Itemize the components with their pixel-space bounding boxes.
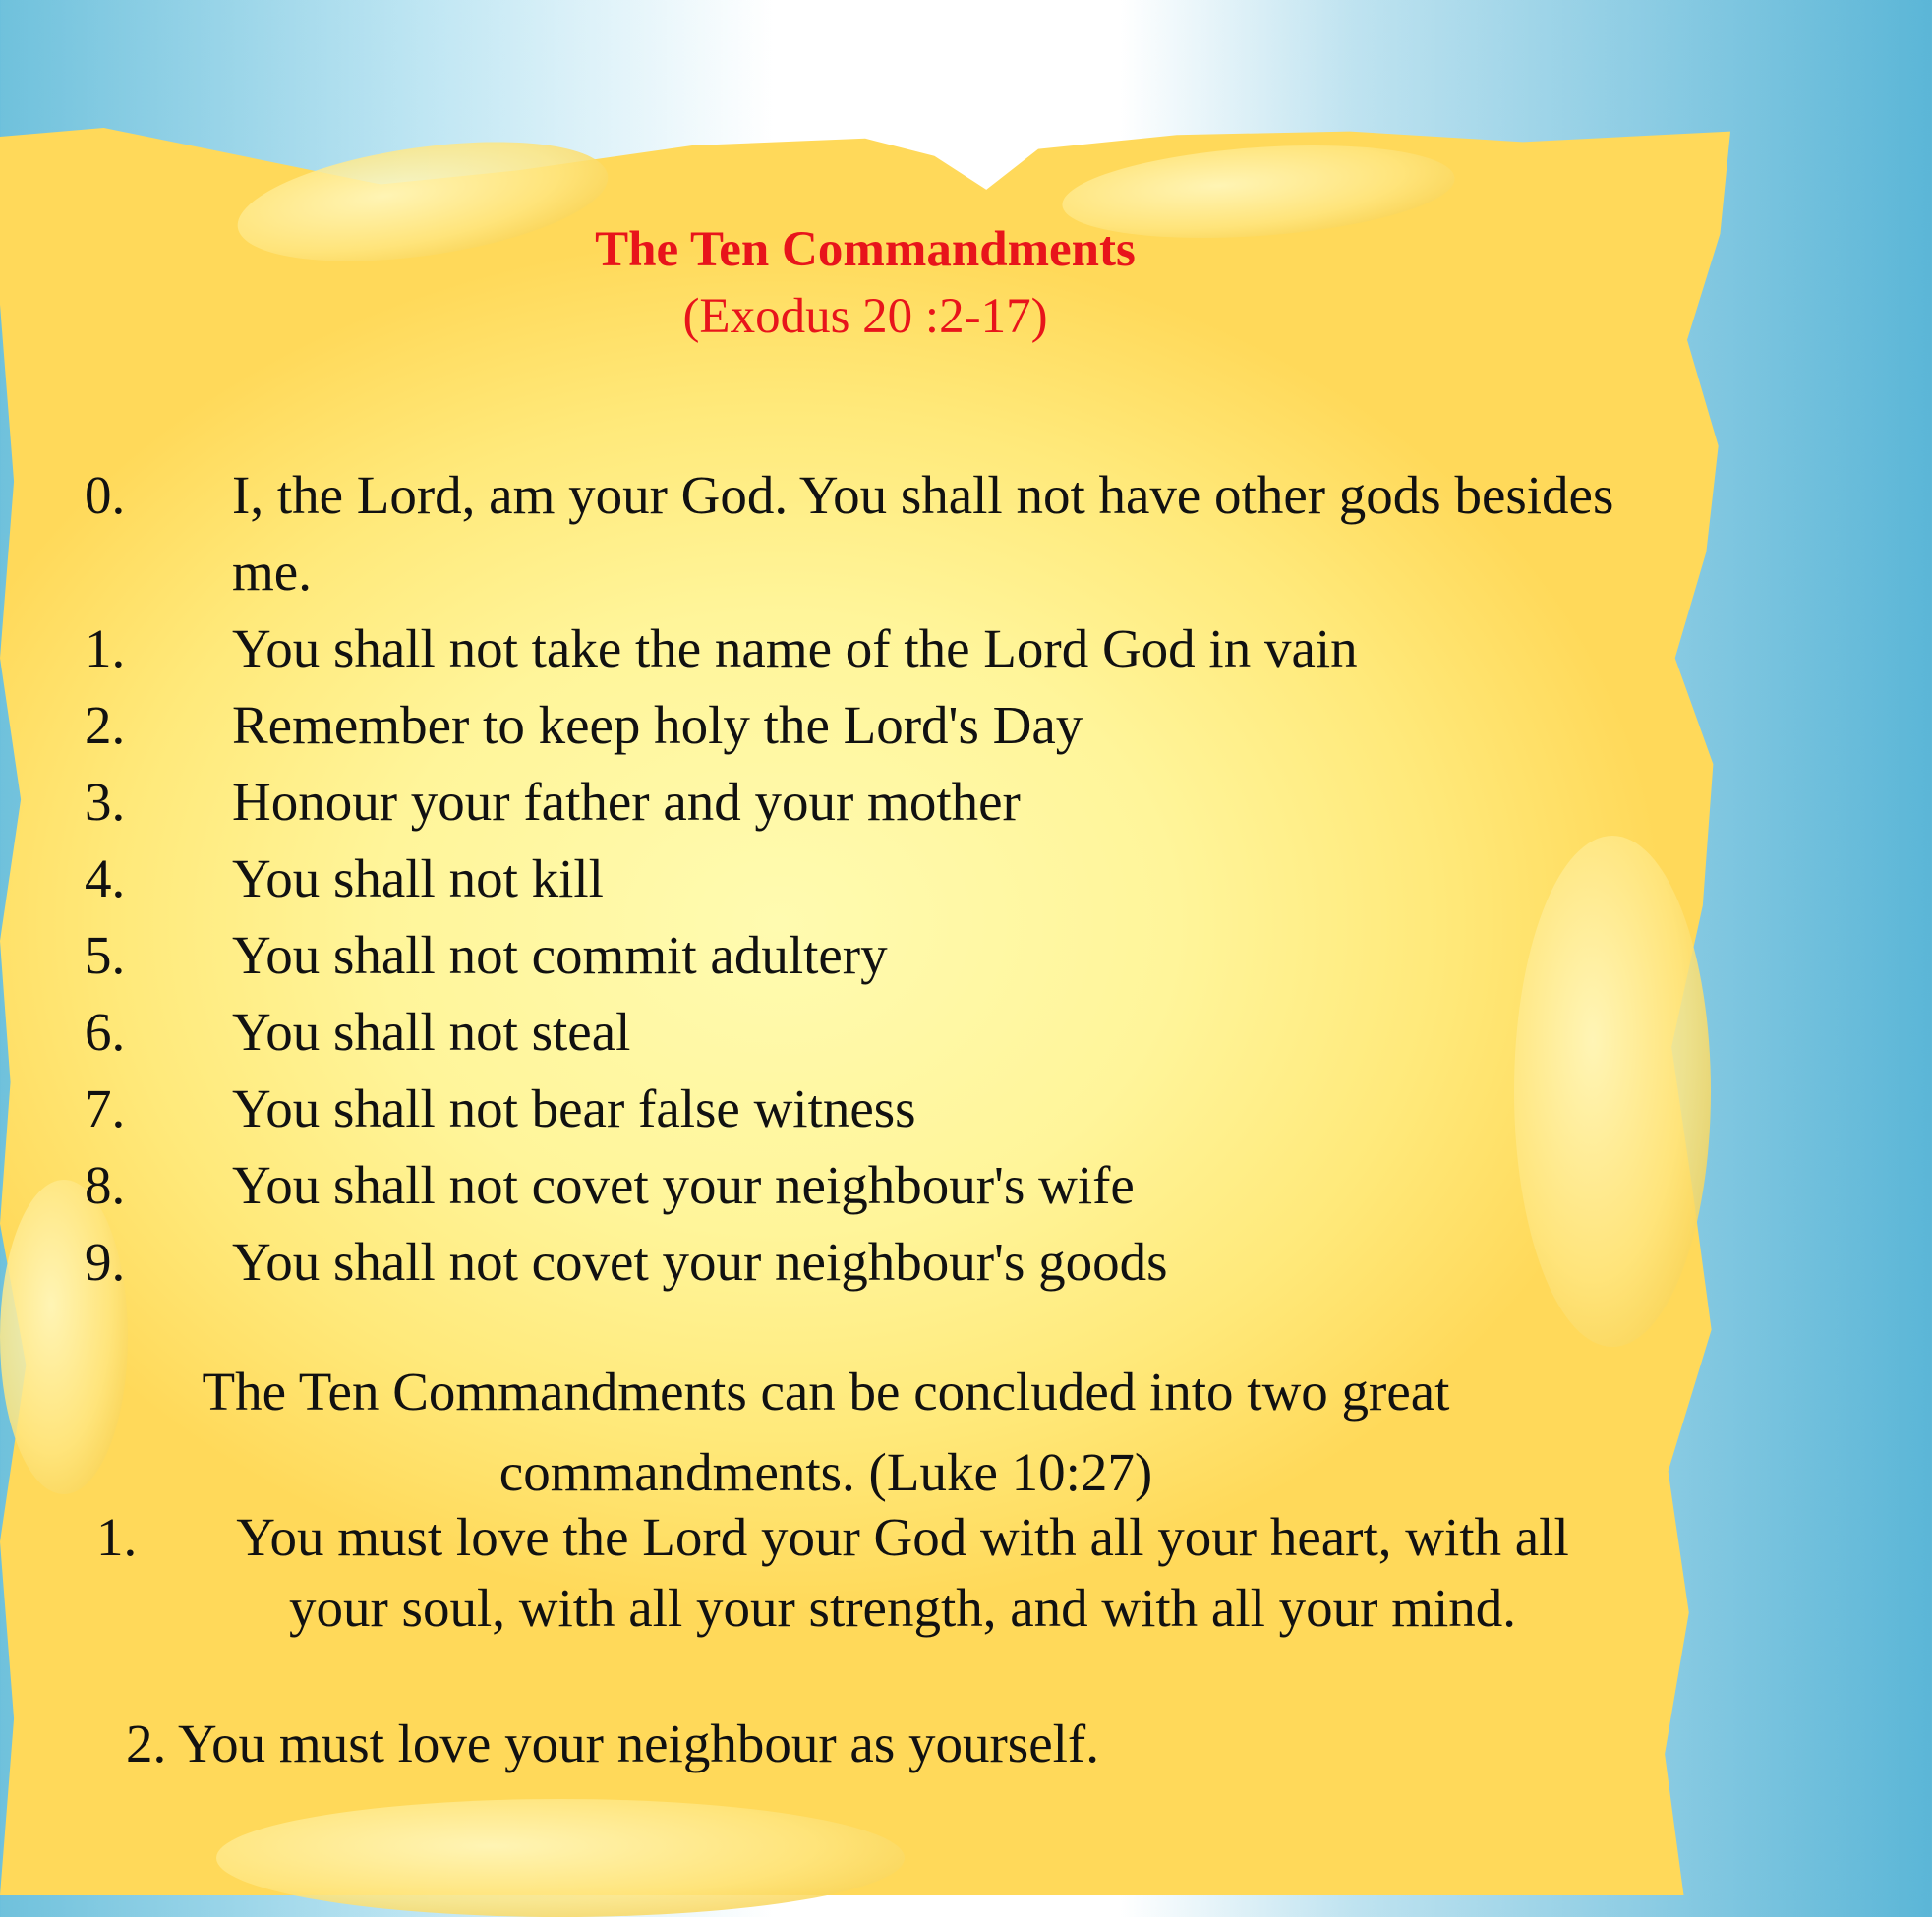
- item-number: 1.: [96, 1507, 138, 1567]
- list-item: [85, 687, 1677, 764]
- commandments-list: [85, 457, 1677, 1301]
- item-text: You must love the Lord your God with all your heart, with all your soul, with all your strength, and with all your mind.: [236, 1507, 1569, 1638]
- list-item: [85, 1147, 1677, 1224]
- item-number: 6.: [85, 1002, 126, 1062]
- item-text: You shall not take the name of the Lord God in vain: [232, 618, 1358, 678]
- item-text: I, the Lord, am your God. You shall not have other gods besides me.: [232, 465, 1614, 602]
- list-item: [85, 841, 1677, 917]
- list-item: [85, 457, 1677, 610]
- page-title: The Ten Commandments: [595, 222, 1136, 277]
- item-number: 9.: [85, 1232, 126, 1292]
- page-subtitle: (Exodus 20 :2-17): [682, 289, 1048, 344]
- list-item: [85, 1224, 1677, 1301]
- item-text: You shall not covet your neighbour's goods: [232, 1232, 1168, 1292]
- list-item: [85, 764, 1677, 841]
- list-item: [85, 1071, 1677, 1147]
- item-text: You shall not bear false witness: [232, 1078, 916, 1138]
- item-text: You shall not kill: [232, 848, 604, 908]
- item-number: 1.: [85, 618, 126, 678]
- item-number: 4.: [85, 848, 126, 908]
- item-text: You shall not steal: [232, 1002, 631, 1062]
- item-text: You shall not covet your neighbour's wife: [232, 1155, 1135, 1215]
- item-text: Remember to keep holy the Lord's Day: [232, 695, 1083, 755]
- item-number: 8.: [85, 1155, 126, 1215]
- item-number: 5.: [85, 925, 126, 985]
- summary-text: The Ten Commandments can be concluded into two great commandments. (Luke 10:27): [202, 1362, 1450, 1502]
- list-item: [85, 994, 1677, 1071]
- list-item: [85, 610, 1677, 687]
- great-commandment-1: [96, 1502, 1630, 1644]
- item-number: 2.: [85, 695, 126, 755]
- item-text: You shall not commit adultery: [232, 925, 888, 985]
- item-number: 7.: [85, 1078, 126, 1138]
- item-number: 3.: [85, 772, 126, 832]
- great-commandment-2: 2. You must love your neighbour as yourself.: [126, 1714, 1099, 1773]
- item-text: Honour your father and your mother: [232, 772, 1021, 832]
- list-item: [85, 917, 1677, 994]
- item-number: 0.: [85, 465, 126, 525]
